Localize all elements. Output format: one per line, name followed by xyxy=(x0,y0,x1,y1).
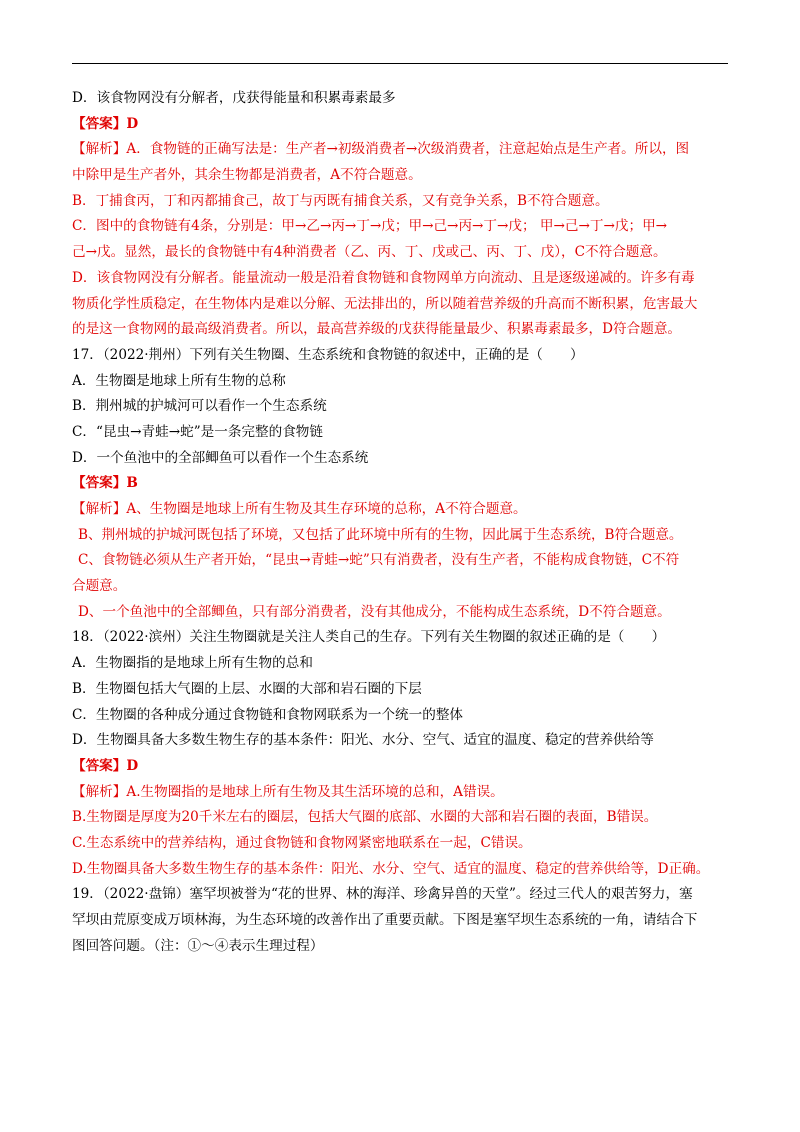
text-line: C．“昆虫→青蛙→蛇”是一条完整的食物链 xyxy=(72,423,323,440)
header-rule xyxy=(72,63,728,64)
text-line: C、食物链必须从生产者开始，“昆虫→青蛙→蛇”只有消费者，没有生产者，不能构成食物链，C不符 xyxy=(78,552,680,569)
document-body xyxy=(72,86,728,959)
text-line: C．图中的食物链有4条，分别是：甲→乙→丙→丁→戊；甲→己→丙→丁→戊； 甲→己→丁→戊；甲→ xyxy=(72,218,668,235)
text-line: B．丁捕食丙，丁和丙都捕食己，故丁与丙既有捕食关系，又有竞争关系，B不符合题意。 xyxy=(72,192,609,209)
text-line: 的是这一食物网的最高级消费者。所以，最高营养级的戊获得能量最少、积累毒素最多，D符合题意。 xyxy=(72,321,682,338)
text-line: D、一个鱼池中的全部鲫鱼，只有部分消费者，没有其他成分，不能构成生态系统，D不符合题意。 xyxy=(78,603,671,620)
text-line: A．生物圈指的是地球上所有生物的总和 xyxy=(72,655,313,672)
text-line: 合题意。 xyxy=(72,578,127,595)
text-line: 罕坝由荒原变成万顷林海，为生态环境的改善作出了重要贡献。下图是塞罕坝生态系统的一角，请结合下 xyxy=(72,912,698,928)
text-line: 【解析】A、生物圈是地球上所有生物及其生存环境的总称，A不符合题意。 xyxy=(72,501,527,517)
text-line: 【答案】B xyxy=(72,475,138,492)
text-line: 19．（2022·盘锦）塞罕坝被誉为“花的世界、林的海洋、珍禽异兽的天堂”。经过三代人的艰苦努力，塞 xyxy=(72,886,693,903)
text-line: 物质化学性质稳定，在生物体内是难以分解、无法排出的，所以随着营养级的升高而不断积累，危害最大 xyxy=(72,295,698,312)
text-line: B、荆州城的护城河既包括了环境，又包括了此环境中所有的生物，因此属于生态系统，B符合题意。 xyxy=(78,526,683,543)
text-line: C．生物圈的各种成分通过食物链和食物网联系为一个统一的整体 xyxy=(72,706,464,723)
text-line: D．该食物网没有分解者。能量流动一般是沿着食物链和食物网单方向流动、且是逐级递减的。许多有毒 xyxy=(72,269,695,286)
text-line: D.生物圈具备大多数生物生存的基本条件：阳光、水分、空气、适宜的温度、稳定的营养供给等，D正确。 xyxy=(72,860,710,877)
text-line: B．荆州城的护城河可以看作一个生态系统 xyxy=(72,398,327,415)
text-line: D．该食物网没有分解者，戊获得能量和积累毒素最多 xyxy=(72,90,396,106)
text-line: 【解析】A．食物链的正确写法是：生产者→初级消费者→次级消费者，注意起始点是生产者。所以，图 xyxy=(72,141,690,158)
text-line: 中除甲是生产者外，其余生物都是消费者，A不符合题意。 xyxy=(72,167,422,184)
text-line: D．生物圈具备大多数生物生存的基本条件：阳光、水分、空气、适宜的温度、稳定的营养供给等 xyxy=(72,732,654,749)
text-line: 【解析】A.生物圈指的是地球上所有生物及其生活环境的总和，A错误。 xyxy=(72,783,504,800)
text-line: C.生态系统中的营养结构，通过食物链和食物网紧密地联系在一起，C错误。 xyxy=(72,834,532,851)
text-line: A．生物圈是地球上所有生物的总称 xyxy=(72,372,286,389)
text-line: 【答案】D xyxy=(72,757,139,774)
text-line: 17．（2022·荆州）下列有关生物圈、生态系统和食物链的叙述中，正确的是（ ） xyxy=(72,346,584,363)
text-line: 18．（2022·滨州）关注生物圈就是关注人类自己的生存。下列有关生物圈的叙述正确的是（ ） xyxy=(72,629,666,646)
text-line: D．一个鱼池中的全部鲫鱼可以看作一个生态系统 xyxy=(72,449,369,466)
text-line: B．生物圈包括大气圈的上层、水圈的大部和岩石圈的下层 xyxy=(72,680,422,697)
text-line: 图回答问题。（注：①～④表示生理过程） xyxy=(72,937,324,954)
text-line: B.生物圈是厚度为20千米左右的圈层，包括大气圈的底部、水圈的大部和岩石圈的表面，B错误。 xyxy=(72,809,658,826)
text-line: 【答案】D xyxy=(72,115,139,132)
text-line: 己→戊。显然，最长的食物链中有4种消费者（乙、丙、丁、戊或己、丙、丁、戊），C不符合题意。 xyxy=(72,244,667,261)
